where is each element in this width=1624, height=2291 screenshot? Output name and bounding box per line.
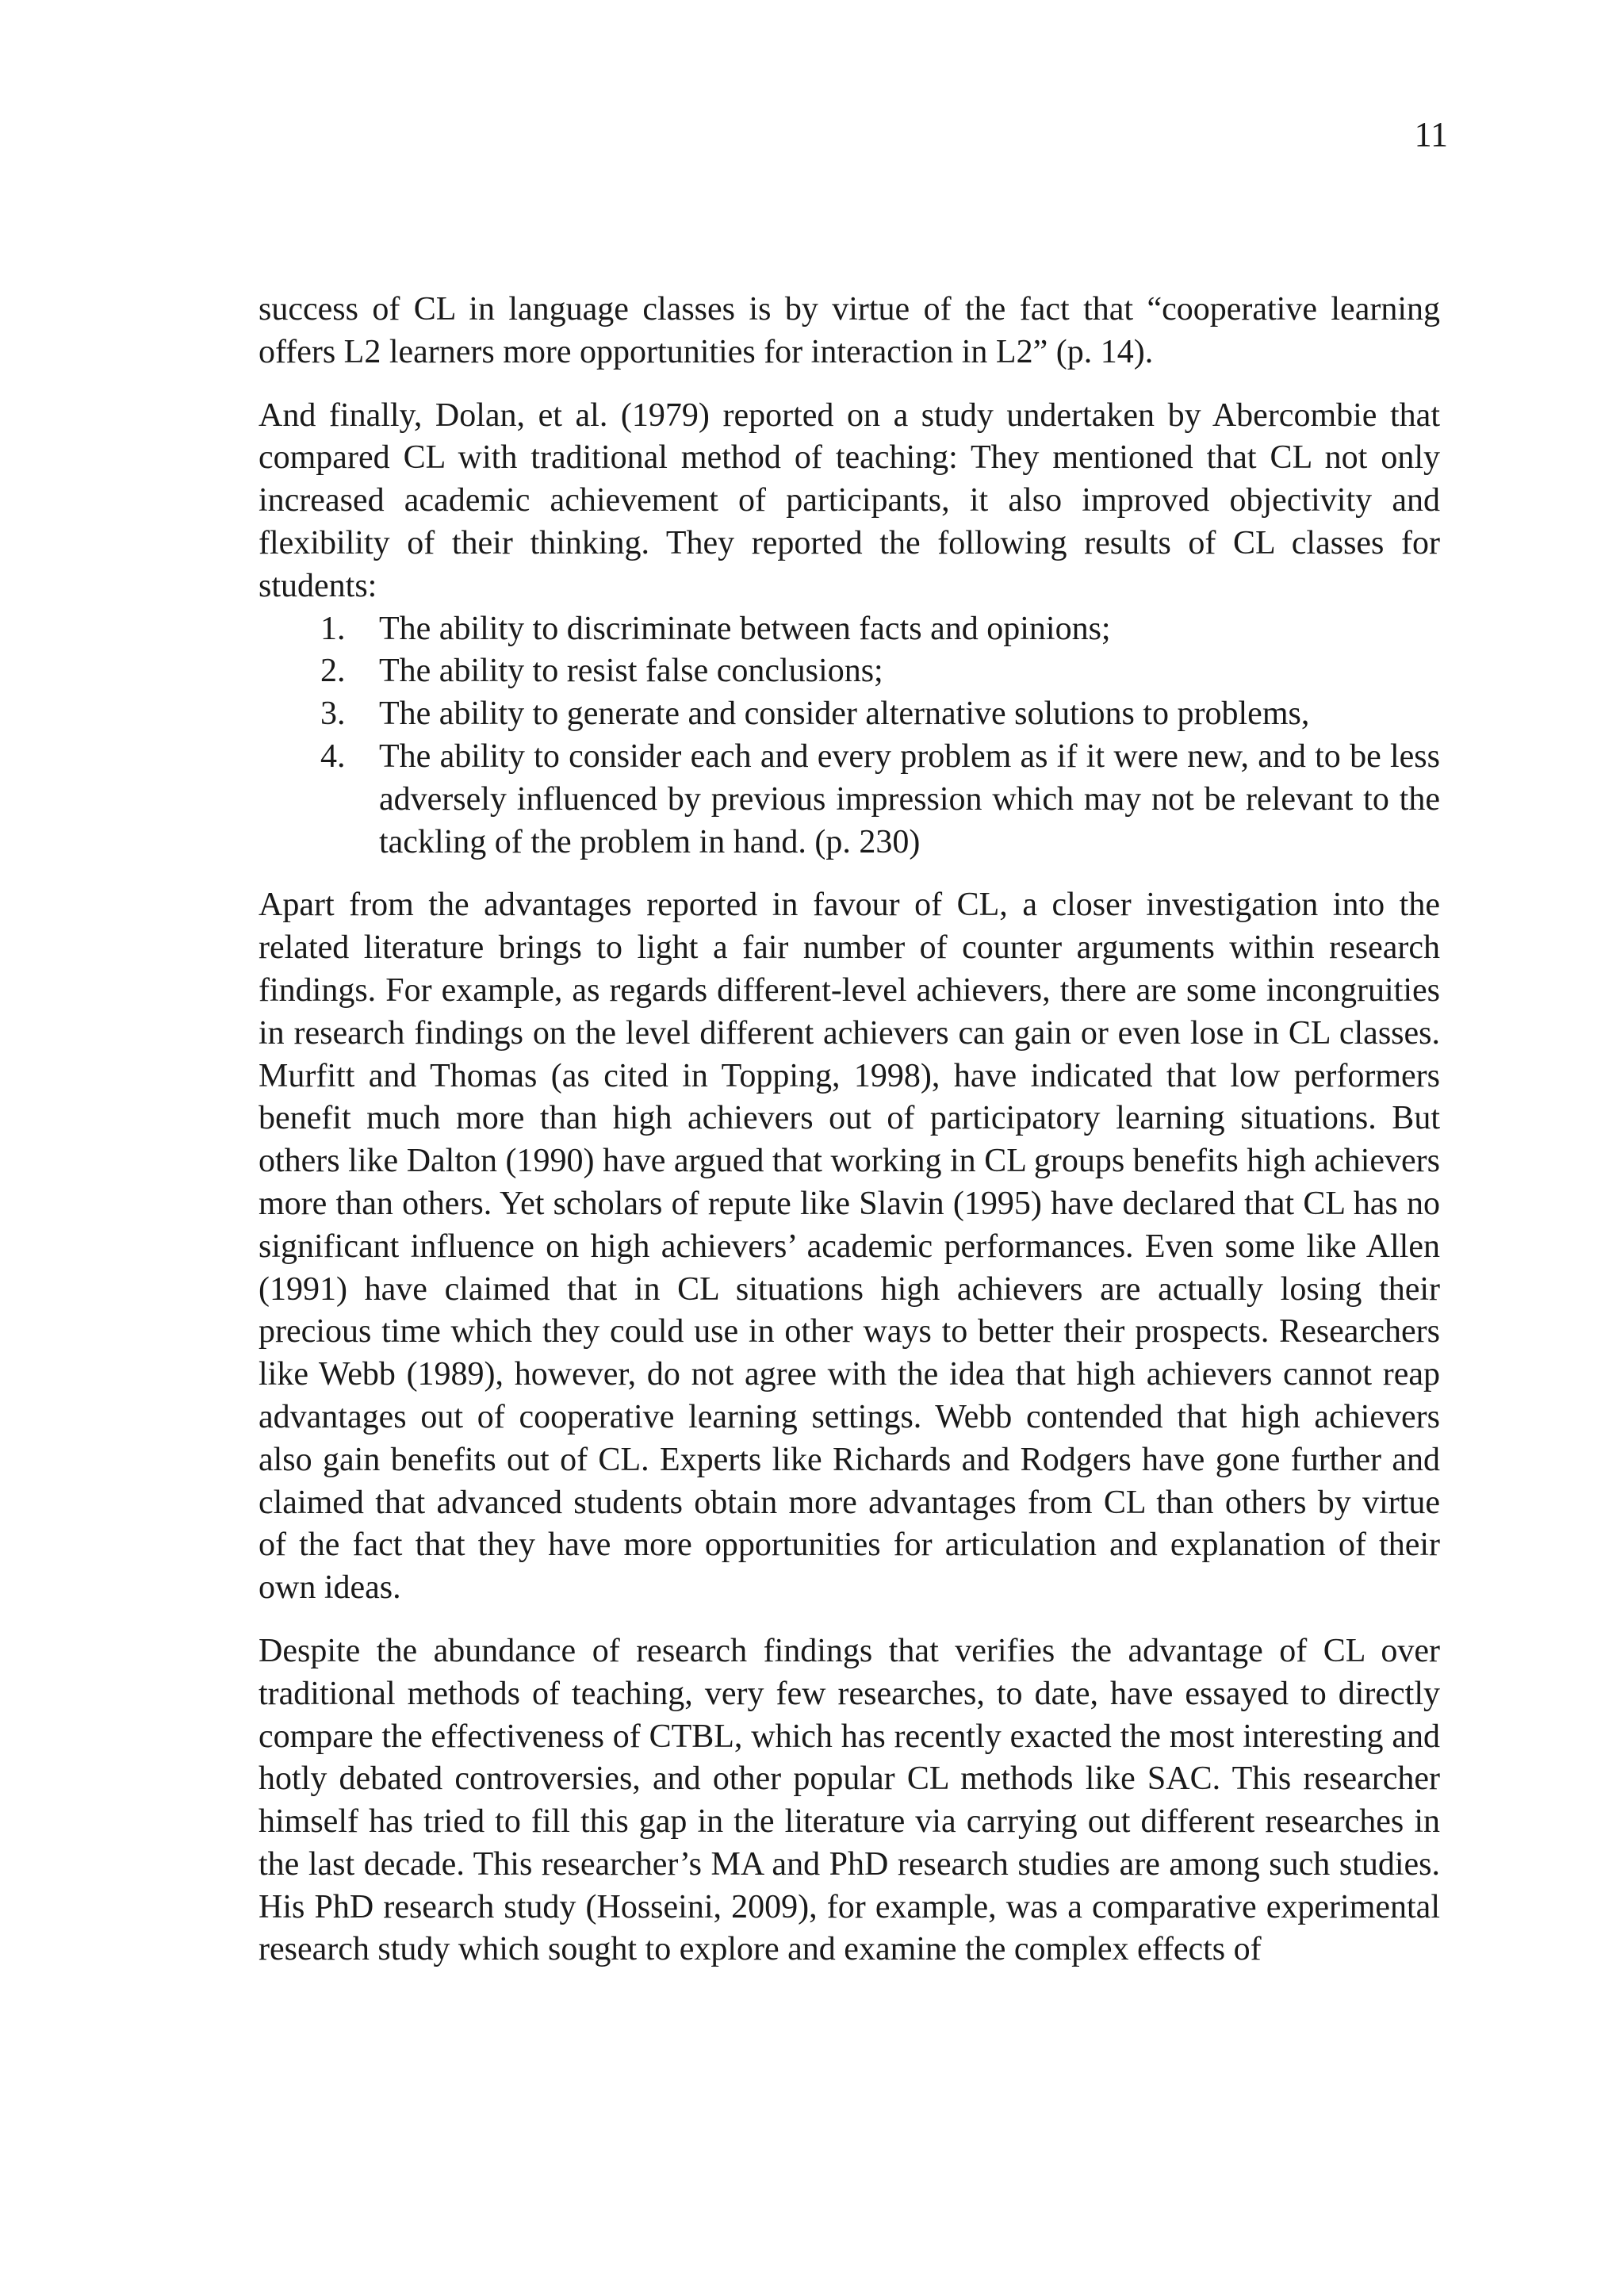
list-item: [259, 736, 1440, 864]
page-number: 11: [1414, 115, 1448, 154]
list-text: The ability to generate and consider alternative solutions to problems,: [379, 695, 1310, 733]
paragraph-2: And finally, Dolan, et al. (1979) reported on a study undertaken by Abercombie that compared CL with traditional method of teaching: They mentioned that CL not only increased academic achievement of participants, it also improved objectivity and flexibility of their thinking. They reported the following results of CL classes for students:: [259, 397, 1440, 604]
list-number: 3.: [320, 695, 346, 733]
list-item: [259, 608, 1440, 651]
list-item: [259, 650, 1440, 693]
paragraph-3: Apart from the advantages reported in favour of CL, a closer investigation into the related literature brings to light a fair number of counter arguments within research findings. For example, as regards different-level achievers, there are some incongruities in research findings on the level different achievers can gain or even lose in CL classes. Murfitt and Thomas (as cited in Topping, 1998), have indicated that low performers benefit much more than high achievers out of participatory learning situations. But others like Dalton (1990) have argued that working in CL groups benefits high achievers more than others. Yet scholars of repute like Slavin (1995) have declared that CL has no significant influence on high achievers’ academic performances. Even some like Allen (1991) have claimed that in CL situations high achievers are actually losing their precious time which they could use in other ways to better their prospects. Researchers like Webb (1989), however, do not agree with the idea that high achievers cannot reap advantages out of cooperative learning settings. Webb contended that high achievers also gain benefits out of CL. Experts like Richards and Rodgers have gone further and claimed that advanced students obtain more advantages from CL than others by virtue of the fact that they have more opportunities for articulation and explanation of their own ideas.: [259, 887, 1440, 1607]
list-text: The ability to resist false conclusions;: [379, 653, 883, 690]
list-item: [259, 693, 1440, 736]
paragraph-4: Despite the abundance of research findings that verifies the advantage of CL over traditional methods of teaching, very few researches, to date, have essayed to directly compare the effectiveness of CTBL, which has recently exacted the most interesting and hotly debated controversies, and other popular CL methods like SAC. This researcher himself has tried to fill this gap in the literature via carrying out different researches in the last decade. This researcher’s MA and PhD research studies are among such studies. His PhD research study (Hosseini, 2009), for example, was a comparative experimental research study which sought to explore and examine the complex effects of: [259, 1632, 1440, 1968]
list-text: The ability to consider each and every problem as if it were new, and to be less adversely influenced by previous impression which may not be relevant to the tackling of the problem in hand. (p. 230): [379, 737, 1440, 860]
list-text: The ability to discriminate between facts and opinions;: [379, 610, 1111, 647]
list-number: 4.: [320, 737, 346, 775]
results-list: [259, 608, 1440, 864]
list-number: 1.: [320, 610, 346, 647]
document-body: [259, 289, 1440, 1971]
paragraph-1: success of CL in language classes is by virtue of the fact that “cooperative learning offers L2 learners more opportunities for interaction in L2” (p. 14).: [259, 291, 1440, 370]
list-number: 2.: [320, 653, 346, 690]
